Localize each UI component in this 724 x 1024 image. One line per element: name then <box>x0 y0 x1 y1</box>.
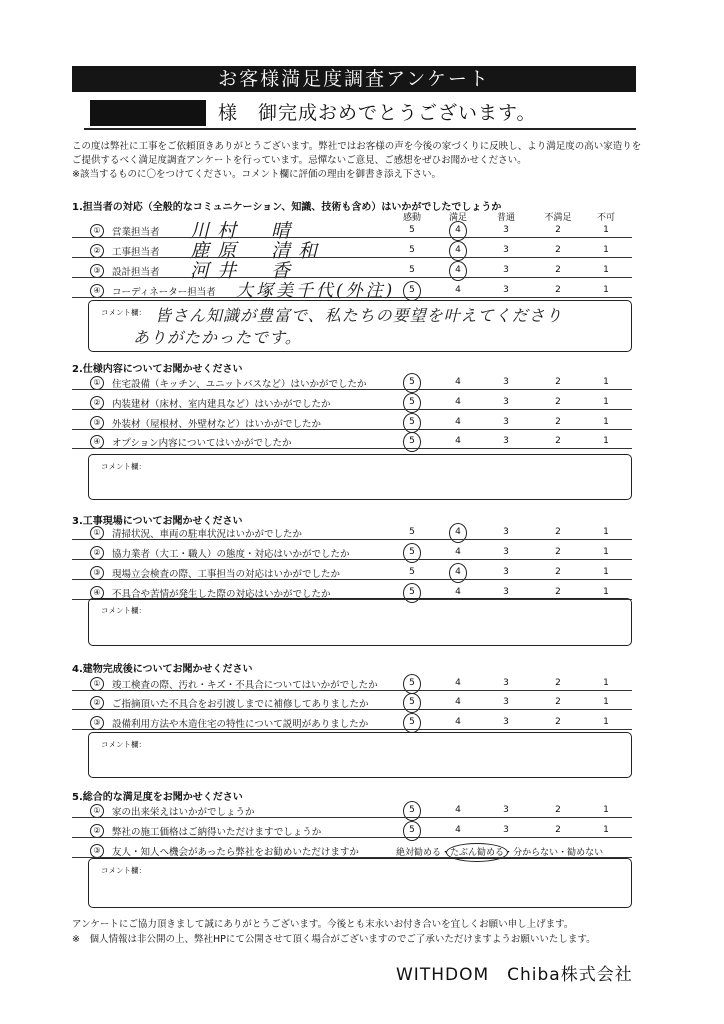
row-divider <box>72 409 632 410</box>
rating-option[interactable]: 3 <box>503 285 509 295</box>
scale-header: 不満足 <box>544 213 572 223</box>
row-number-text: ② <box>90 546 104 560</box>
rating-option[interactable]: 2 <box>555 567 561 577</box>
row-divider <box>72 257 632 258</box>
rating-option[interactable]: 4 <box>455 587 461 597</box>
footer-privacy-note: ※ 個人情報は非公開の上、弊社HPにて公開させて頂く場合がございますのでご了承いただけますようお願いいたします。 <box>72 934 596 945</box>
rating-option[interactable]: 4 <box>455 717 461 727</box>
rating-option-selected[interactable]: 5 <box>400 417 424 427</box>
row-number-text: ② <box>90 244 104 258</box>
row-divider <box>72 837 632 838</box>
row-divider <box>72 817 632 818</box>
rating-option-selected[interactable]: 5 <box>400 805 424 815</box>
row-number-text: ② <box>90 396 104 410</box>
question-label: コーディネーター担当者 <box>112 287 216 298</box>
handwritten-comment-line: 皆さん知識が豊富で、私たちの要望を叶えてくださり <box>155 306 563 325</box>
rating-option[interactable]: 2 <box>555 825 561 835</box>
handwritten-staff-name: 川村 晴 <box>190 220 299 242</box>
rating-option-selected[interactable]: 5 <box>400 678 424 688</box>
company-name: WITHDOM Chiba株式会社 <box>396 965 633 985</box>
rating-option[interactable]: 4 <box>455 805 461 815</box>
rating-option[interactable]: 3 <box>503 587 509 597</box>
row-number-text: ② <box>90 824 104 838</box>
rating-option[interactable]: 1 <box>603 377 609 387</box>
rating-option[interactable]: 1 <box>603 717 609 727</box>
survey-title: お客様満足度調査アンケート <box>72 66 636 92</box>
rating-option-selected[interactable]: 4 <box>446 527 470 537</box>
row-number-text: ① <box>90 526 104 540</box>
row-number-text: ④ <box>90 284 104 298</box>
scale-header: 満足 <box>448 213 467 223</box>
rating-option[interactable]: 3 <box>503 805 509 815</box>
row-divider <box>72 690 632 691</box>
rating-option[interactable]: 1 <box>603 825 609 835</box>
row-divider <box>72 539 632 540</box>
rating-option[interactable]: 2 <box>555 265 561 275</box>
rating-option[interactable]: 5 <box>409 245 415 255</box>
intro-note: ※該当するものに〇をつけてください。コメント欄に評価の理由を御書き添え下さい。 <box>72 169 441 180</box>
comment-label: コメント欄： <box>101 462 146 471</box>
row-divider <box>72 429 632 430</box>
comment-box[interactable] <box>88 858 632 908</box>
rating-option[interactable]: 1 <box>603 547 609 557</box>
handwritten-staff-name: 大塚美千代(外注) <box>236 281 396 301</box>
recommend-option[interactable]: 分からない <box>513 848 559 858</box>
rating-option-selected[interactable]: 5 <box>400 587 424 597</box>
greeting-underline <box>84 128 636 130</box>
row-divider <box>72 709 632 710</box>
question-label: 営業担当者 <box>112 227 160 238</box>
rating-option[interactable]: 3 <box>503 697 509 707</box>
rating-option[interactable]: 1 <box>603 285 609 295</box>
question-label: 内装建材（床材、室内建具など）はいかがでしたか <box>112 399 331 410</box>
question-label: 現場立会検査の際、工事担当の対応はいかがでしたか <box>112 569 341 580</box>
row-divider <box>72 448 632 449</box>
footer-thanks: アンケートにご協力頂きまして誠にありがとうございます。今後とも末永いお付き合いを宜しくお願い申し上げます。 <box>72 919 574 930</box>
rating-option[interactable]: 2 <box>555 285 561 295</box>
row-number-text: ③ <box>90 566 104 580</box>
rating-option-selected[interactable]: 5 <box>400 436 424 446</box>
rating-option[interactable]: 2 <box>555 587 561 597</box>
comment-label: コメント欄： <box>101 740 146 749</box>
question-label: オプション内容についてはいかがでしたか <box>112 438 292 449</box>
rating-option[interactable]: 5 <box>409 527 415 537</box>
rating-option[interactable]: 2 <box>555 245 561 255</box>
rating-option-selected[interactable]: 5 <box>400 285 424 295</box>
question-label: 家の出来栄えはいかがでしょうか <box>112 807 255 818</box>
section-title: 3.工事現場についてお聞かせください <box>72 516 243 527</box>
rating-option-selected[interactable]: 5 <box>400 717 424 727</box>
row-divider <box>72 579 632 580</box>
row-number-text: ④ <box>90 435 104 449</box>
question-label: 工事担当者 <box>112 247 160 258</box>
recommend-option[interactable]: 絶対勧める <box>396 848 442 858</box>
rating-option[interactable]: 2 <box>555 225 561 235</box>
question-label: 清掃状況、車両の駐車状況はいかがでしたか <box>112 529 303 540</box>
rating-option[interactable]: 1 <box>603 245 609 255</box>
scale-header: 感動 <box>402 213 421 223</box>
row-number-text: ① <box>90 376 104 390</box>
row-number-text: ① <box>90 224 104 238</box>
rating-option[interactable]: 3 <box>503 265 509 275</box>
question-label: 不具合や苦情が発生した際の対応はいかがでしたか <box>112 589 331 600</box>
recommend-option-selected[interactable]: たぶん勧める <box>450 848 505 858</box>
rating-option[interactable]: 2 <box>555 377 561 387</box>
rating-option[interactable]: 4 <box>455 678 461 688</box>
rating-option[interactable]: 3 <box>503 717 509 727</box>
question-label: 弊社の施工価格はご納得いただけますでしょうか <box>112 827 322 838</box>
rating-option[interactable]: 3 <box>503 417 509 427</box>
rating-option[interactable]: 3 <box>503 825 509 835</box>
comment-box[interactable] <box>88 732 632 778</box>
row-number-text: ③ <box>90 264 104 278</box>
rating-option-selected[interactable]: 4 <box>446 265 470 275</box>
rating-option[interactable]: 5 <box>409 265 415 275</box>
comment-label: コメント欄： <box>101 606 146 615</box>
section-title: 2.仕様内容についてお聞かせください <box>72 364 243 375</box>
rating-option[interactable]: 1 <box>603 678 609 688</box>
rating-option-selected[interactable]: 4 <box>446 225 470 235</box>
row-number-text: ③ <box>90 716 104 730</box>
rating-option[interactable]: 2 <box>555 805 561 815</box>
rating-option[interactable]: 1 <box>603 225 609 235</box>
rating-option[interactable]: 3 <box>503 245 509 255</box>
rating-option[interactable]: 2 <box>555 717 561 727</box>
rating-option[interactable]: 1 <box>603 805 609 815</box>
row-number-text: ① <box>90 677 104 691</box>
section-title: 5.総合的な満足度をお聞かせください <box>72 792 243 803</box>
rating-option[interactable]: 4 <box>455 436 461 446</box>
rating-option[interactable]: 2 <box>555 397 561 407</box>
rating-option[interactable]: 2 <box>555 678 561 688</box>
intro-line-1: この度は弊社に工事をご依頼頂きありがとうございます。弊社ではお客様の声を今後の家づくりに反映し、より満足度の高い家造りを <box>72 141 642 152</box>
rating-option[interactable]: 4 <box>455 377 461 387</box>
row-number-text: ③ <box>90 416 104 430</box>
comment-box[interactable] <box>88 598 632 646</box>
rating-option[interactable]: 4 <box>455 547 461 557</box>
rating-option[interactable]: 1 <box>603 265 609 275</box>
rating-option[interactable]: 5 <box>409 225 415 235</box>
rating-option[interactable]: 2 <box>555 527 561 537</box>
rating-option[interactable]: 1 <box>603 417 609 427</box>
question-label: 竣工検査の際、汚れ・キズ・不具合についてはいかがでしたか <box>112 680 378 691</box>
rating-option-selected[interactable]: 4 <box>446 567 470 577</box>
option-separator: ・ <box>558 848 568 858</box>
question-label: 設計担当者 <box>112 267 160 278</box>
rating-option[interactable]: 3 <box>503 547 509 557</box>
rating-option[interactable]: 1 <box>603 697 609 707</box>
question-label: 住宅設備（キッチン、ユニットバスなど）はいかがでしたか <box>112 379 367 390</box>
handwritten-staff-name: 鹿原 清和 <box>190 240 326 262</box>
comment-box[interactable] <box>88 454 632 500</box>
rating-option[interactable]: 4 <box>455 417 461 427</box>
row-divider <box>72 237 632 238</box>
rating-option[interactable]: 4 <box>455 697 461 707</box>
rating-option-selected[interactable]: 5 <box>400 825 424 835</box>
rating-option-selected[interactable]: 5 <box>400 547 424 557</box>
recommend-option[interactable]: 勧めない <box>567 848 604 858</box>
rating-option[interactable]: 3 <box>503 436 509 446</box>
question-label: 設備利用方法や木造住宅の特性について説明がありましたか <box>112 719 369 730</box>
question-label: 外装材（屋根材、外壁材など）はいかがでしたか <box>112 419 322 430</box>
rating-option[interactable]: 4 <box>455 397 461 407</box>
question-label: 友人・知人へ機会があったら弊社をお勧めいただけますか <box>112 847 359 858</box>
option-separator: ・ <box>504 848 514 858</box>
row-divider <box>72 559 632 560</box>
rating-option[interactable]: 4 <box>455 285 461 295</box>
question-label: ご指摘頂いた不具合をお引渡しまでに補修してありましたか <box>112 699 369 710</box>
row-divider <box>72 389 632 390</box>
rating-option[interactable]: 1 <box>603 436 609 446</box>
rating-option[interactable]: 2 <box>555 547 561 557</box>
section-title: 1.担当者の対応（全般的なコミュニケーション、知識、技術も含め）はいかがでしたでしょうか <box>72 202 502 213</box>
intro-line-2: ご提供するべく満足度調査アンケートを行っています。忌憚ないご意見、ご感想をぜひお聞かせください。 <box>72 155 527 166</box>
comment-label: コメント欄： <box>101 308 146 317</box>
rating-option[interactable]: 3 <box>503 225 509 235</box>
rating-option-selected[interactable]: 4 <box>446 245 470 255</box>
row-divider <box>72 297 632 298</box>
rating-option[interactable]: 1 <box>603 527 609 537</box>
handwritten-comment-line: ありがたかったです。 <box>133 328 302 347</box>
rating-option[interactable]: 3 <box>503 567 509 577</box>
comment-label: コメント欄： <box>101 866 146 875</box>
rating-option[interactable]: 1 <box>603 587 609 597</box>
comment-box[interactable] <box>88 300 632 352</box>
scale-header: 普通 <box>496 213 515 223</box>
rating-option[interactable]: 3 <box>503 397 509 407</box>
rating-option-selected[interactable]: 5 <box>400 397 424 407</box>
rating-option[interactable]: 3 <box>503 678 509 688</box>
row-number-text: ③ <box>90 844 104 858</box>
rating-option[interactable]: 4 <box>455 825 461 835</box>
row-number-text: ② <box>90 696 104 710</box>
redacted-customer-name <box>90 100 206 126</box>
rating-option-selected[interactable]: 5 <box>400 377 424 387</box>
row-number-text: ① <box>90 804 104 818</box>
greeting: 様 御完成おめでとうございます。 <box>218 102 537 124</box>
rating-option[interactable]: 2 <box>555 417 561 427</box>
rating-option[interactable]: 2 <box>555 436 561 446</box>
scale-header: 不可 <box>596 213 615 223</box>
rating-option-selected[interactable]: 5 <box>400 697 424 707</box>
option-separator: ・ <box>441 848 451 858</box>
section-title: 4.建物完成後についてお聞かせください <box>72 664 253 675</box>
rating-option[interactable]: 3 <box>503 527 509 537</box>
rating-option[interactable]: 5 <box>409 567 415 577</box>
handwritten-staff-name: 河井 香 <box>190 260 299 282</box>
rating-option[interactable]: 3 <box>503 377 509 387</box>
question-label: 協力業者（大工・職人）の態度・対応はいかがでしたか <box>112 549 350 560</box>
rating-option[interactable]: 1 <box>603 397 609 407</box>
row-divider <box>72 729 632 730</box>
rating-option[interactable]: 1 <box>603 567 609 577</box>
rating-option[interactable]: 2 <box>555 697 561 707</box>
row-number-text: ④ <box>90 586 104 600</box>
